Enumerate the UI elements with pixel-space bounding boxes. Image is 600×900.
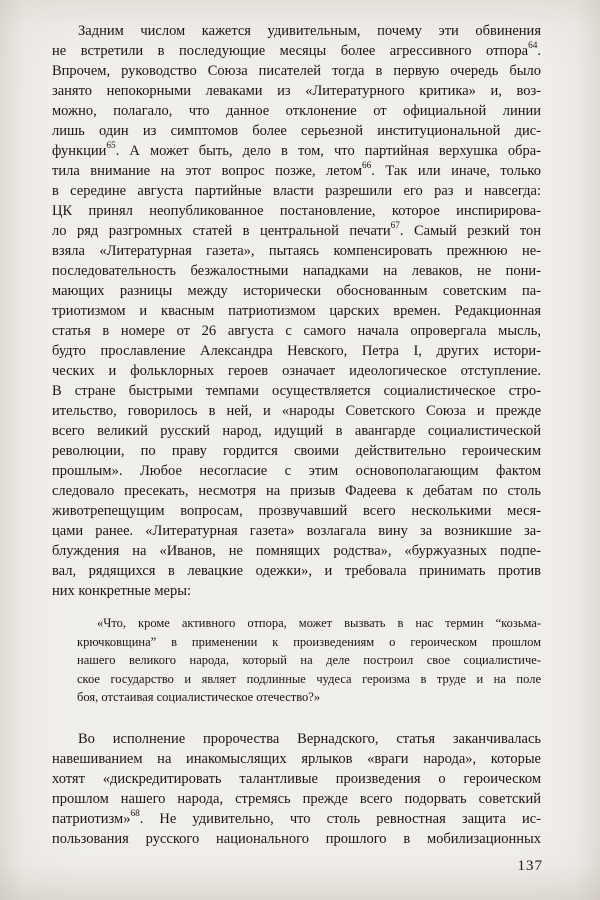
text-line: ческих и фольклорных героев означает идеологическое отступление. [52, 363, 541, 379]
text-line: В стране быстрыми темпами осуществляется социалистическое стро- [52, 383, 541, 399]
text-line: последовательность безжалостными нападками на леваков, не пони- [52, 263, 541, 279]
text-line: не встретили в последующие месяцы более агрессивного отпора$^{64}$. [52, 41, 541, 59]
body-paragraph [52, 729, 541, 849]
page-content [52, 21, 541, 849]
text-line: Впрочем, руководство Союза писателей тогда в первую очередь было [52, 63, 541, 79]
footnote-marker: 68 [130, 809, 140, 820]
footnote-marker: 66 [362, 161, 372, 172]
text-line: тила внимание на этот вопрос позже, летом$^{66}$. Так или иначе, только [52, 161, 541, 179]
text-line: статья в номере от 26 августа с самого начала опровергала мысль, [52, 323, 541, 339]
text-line: Задним числом кажется удивительным, почему эти обвинения [78, 23, 541, 39]
text-line: занято непокорными леваками из «Литературного критика» и, воз- [52, 83, 541, 99]
text-line: «Что, кроме активного отпора, может вызвать в нас термин “козьма- [97, 616, 541, 630]
text-line: взяла «Литературная газета», пытаясь компенсировать прежнюю не- [52, 243, 541, 259]
text-line: будто прославление Александра Невского, Петра I, других истори- [52, 343, 541, 359]
text-line: боя, отстаивая социалистическое отечество?» [77, 690, 321, 705]
text-line: навешиванием на инакомыслящих ярлыков «враги народа», которые [52, 750, 541, 767]
text-line: всего великий русский народ, идущий в авангарде социалистической [52, 423, 541, 439]
text-line: ло ряд разгромных статей в центральной печати$^{67}$. Самый резкий тон [52, 221, 541, 239]
text-line: ЦК принял неопубликованное постановление, которое инспирирова- [52, 203, 541, 219]
text-line: нашего великого народа, который на деле построил свое социалистиче- [77, 653, 541, 668]
text-line: триотизмом и квасным патриотизмом царских времен. Редакционная [52, 303, 541, 319]
footnote-marker: 64 [528, 41, 538, 52]
text-line: ское государство и являет подлинные чудеса героизма в труде и на поле [77, 671, 541, 686]
text-line: прошлым». Любое несогласие с этим основополагающим фактом [52, 463, 541, 479]
text-line: следовало пресекать, несмотря на призыв Фадеева к дебатам по столь [52, 483, 541, 499]
text-line: прошлом нашего народа, стремясь прежде всего подорвать советский [52, 790, 541, 807]
text-line: революции, по праву гордится своими действительно героическим [52, 443, 541, 459]
page-number: 137 [517, 858, 543, 874]
text-line: цами ранее. «Литературная газета» возлагала вину за возникшие за- [52, 523, 541, 539]
text-line: блуждения на «Иванов, не помнящих родства», «буржуазных подпе- [52, 543, 541, 559]
text-line: лишь один из симптомов более серьезной институциональной дис- [52, 123, 541, 139]
block-quote [77, 614, 541, 707]
text-line: ительство, говорилось в ней, и «народы Советского Союза и прежде [52, 403, 541, 419]
text-line: них конкретные меры: [52, 583, 191, 599]
text-line: крючковщина” в применении к произведениям о героическом прошлом [77, 634, 541, 649]
footnote-marker: 65 [106, 141, 116, 152]
text-line: функции$^{65}$. А может быть, дело в том, что партийная верхушка обра- [52, 141, 541, 159]
text-line: пользования русского национального прошлого в мобилизационных [52, 830, 541, 847]
footnote-marker: 67 [390, 221, 400, 232]
text-line: животрепещущим вопросам, прозвучавший всего несколькими меся- [52, 503, 541, 519]
text-line: патриотизм»$^{68}$. Не удивительно, что столь ревностная защита ис- [52, 809, 541, 827]
text-line: вал, рядящихся в левацкие одежки», и требовала принимать против [52, 563, 541, 579]
text-line: хотят «дискредитировать талантливые произведения о героическом [52, 770, 541, 787]
text-line: мающих разницы между исторически обоснованным советским па- [52, 283, 541, 299]
text-line: в середине августа партийные власти разрешили его раз и навсегда: [52, 183, 541, 199]
body-paragraph [52, 21, 541, 601]
text-line: можно, полагало, что данное отклонение от официальной линии [52, 103, 541, 119]
text-line: Во исполнение пророчества Вернадского, статья заканчивалась [78, 730, 541, 747]
